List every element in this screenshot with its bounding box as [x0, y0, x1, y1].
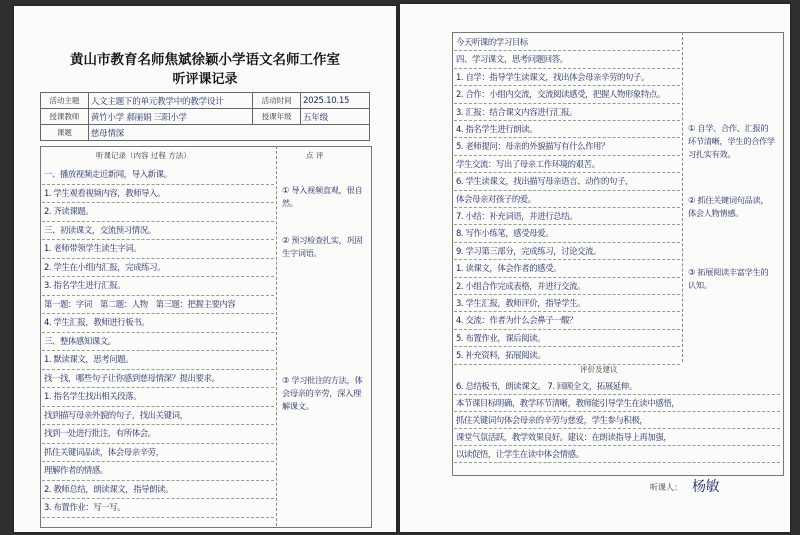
info-table: [40, 92, 370, 141]
ruled-line: [42, 517, 274, 518]
ruled-line: [42, 387, 274, 388]
comment-note: ③ 学习批注的方法，体会母亲的辛劳，深入理解课文。: [282, 375, 363, 411]
note-line: 四、学习课文，思考问题回答。: [456, 54, 568, 65]
topic-label: 课题: [41, 125, 89, 141]
evaluation-line: 抓住关键词句体会母亲的辛劳与慈爱，学生参与积极，: [456, 415, 648, 425]
comment-note: ② 抓住关键词句品读，体会人物情感。: [688, 195, 769, 218]
right-column-divider: [682, 32, 683, 362]
note-line: 8. 写作小练笔，感受母爱。: [456, 228, 554, 239]
ruled-line: [454, 462, 780, 463]
comment-note: ③ 拓展阅读丰富学生的认知。: [688, 267, 769, 290]
activity-topic-label: 活动主题: [41, 93, 89, 109]
ruled-line: [454, 294, 680, 295]
note-line: 3. 布置作业：写一写。: [44, 502, 126, 512]
ruled-line: [454, 50, 680, 51]
ruled-line: [42, 350, 274, 351]
evaluation-header: 评价及建议: [580, 365, 618, 374]
ruled-line: [42, 239, 274, 240]
grade-label: 授课年级: [253, 109, 301, 125]
activity-time-label: 活动时间: [253, 93, 301, 109]
note-line: 学生交流：写出了母亲工作环境的艰苦。: [456, 158, 600, 169]
ruled-line: [42, 202, 274, 203]
ruled-line: [454, 224, 680, 225]
teacher-label: 授课教师: [41, 109, 89, 125]
note-line: 理解作者的情感。: [44, 465, 108, 475]
ruled-line: [454, 259, 680, 260]
ruled-line: [42, 295, 274, 296]
ruled-line: [454, 85, 680, 86]
activity-time-value: 2025.10.15: [301, 93, 370, 109]
note-line: 7. 小结：补充词语，并进行总结。: [456, 211, 578, 221]
note-line: 2. 合作：小组内交流，交流阅读感受，把握人物形象特点。: [456, 89, 665, 100]
ruled-line: [454, 346, 680, 347]
comment-note: ① 自学、合作、汇报的环节清晰，学生的合作学习扎实有效。: [688, 123, 775, 159]
note-line: 1. 默读课文，思考问题。: [44, 354, 134, 364]
note-line: 9. 学习第三部分，完成练习，讨论交流。: [456, 245, 602, 256]
ruled-line: [42, 184, 274, 185]
note-line: 今天听课的学习目标: [456, 37, 528, 47]
ruled-line: [454, 103, 680, 104]
note-line: 三、整体感知课文。: [44, 335, 116, 346]
ruled-line: [42, 332, 274, 333]
note-line: 抓住关键词品读，体会母亲辛劳，: [44, 446, 164, 457]
ruled-line: [454, 137, 680, 138]
note-line: 1. 学生观看视频内容，教师导入。: [44, 187, 166, 198]
note-line: 三、初读课文，交流预习情况。: [44, 224, 156, 235]
note-line: 2. 教师总结，朗读课文，指导朗读。: [44, 483, 174, 494]
note-line: 4. 交流：作者为什么会鼻子一酸？: [456, 315, 578, 326]
evaluation-line: 课堂气氛活跃，教学效果良好。建议：在朗读指导上再加强，: [456, 432, 672, 442]
listener-signature: 杨敏: [692, 479, 720, 495]
column-divider: [276, 146, 277, 526]
ruled-line: [42, 276, 274, 277]
ruled-line: [454, 277, 680, 278]
note-line: 一、播放视频走近新闻，导入新课。: [44, 169, 172, 179]
ruled-line: [42, 221, 274, 222]
ruled-line: [454, 68, 680, 69]
ruled-line: [42, 443, 274, 444]
note-line: 5. 补充资料，拓展阅读。: [456, 350, 546, 361]
listener-label: 听课人：: [650, 483, 682, 492]
ruled-line: [454, 411, 780, 412]
ruled-line: [454, 242, 680, 243]
ruled-line: [454, 428, 780, 429]
note-line: 2. 齐读课题。: [44, 206, 94, 216]
ruled-line: [42, 406, 274, 407]
teacher-value: 黄竹小学 郝丽娟 三阳小学: [88, 109, 253, 125]
ruled-line: [42, 258, 274, 259]
evaluation-line: 以读促悟，让学生在读中体会情感。: [456, 449, 584, 459]
note-line: 找到描写母亲外貌的句子，找出关键词，: [44, 409, 188, 420]
note-line: 3. 指名学生进行汇报。: [44, 280, 126, 290]
right-page: [400, 4, 790, 532]
ruled-line: [454, 364, 680, 365]
note-line: 2. 小组合作完成表格，并进行交流。: [456, 280, 586, 291]
ruled-line: [42, 480, 274, 481]
left-page: [14, 6, 396, 532]
ruled-line: [454, 155, 680, 156]
grade-value: 五年级: [301, 109, 370, 125]
page-subtitle: 听评课记录: [172, 72, 238, 87]
ruled-line: [454, 190, 680, 191]
ruled-line: [454, 394, 780, 395]
note-line: 5. 老师提问：母亲的外貌描写有什么作用？: [456, 141, 610, 152]
ruled-line: [42, 424, 274, 425]
note-line: 体会母亲对孩子的爱。: [456, 193, 536, 204]
page-title: 黄山市教育名师焦斌徐颖小学语文名师工作室: [70, 52, 340, 68]
evaluation-line: 6. 总结板书，朗读课文。 7. 回顾全文，拓展延伸。: [456, 381, 637, 391]
note-line: 1. 指名学生找出相关段落。: [44, 391, 142, 401]
ruled-line: [42, 498, 274, 499]
note-line: 1. 自学：指导学生读课文，找出体会母亲辛劳的句子。: [456, 71, 649, 82]
comment-header: 点 评: [306, 151, 324, 160]
note-line: 1. 老师带领学生读生字词。: [44, 243, 142, 253]
ruled-line: [454, 311, 680, 312]
ruled-line: [42, 313, 274, 314]
note-line: 第一题：字词 第二题：人物 第三题：把握主要内容: [44, 298, 236, 309]
note-line: 4. 学生汇报，教师进行板书。: [44, 317, 150, 327]
note-line: 6. 学生读课文，找出描写母亲语言、动作的句子，: [456, 176, 633, 187]
note-line: 3. 学生汇报，教师评价，指导学生。: [456, 298, 586, 308]
ruled-line: [454, 445, 780, 446]
ruled-line: [454, 207, 680, 208]
comment-note: ② 预习检查扎实，巩固生字词语。: [282, 235, 363, 258]
activity-topic-value: 人文主题下的单元教学中的教学设计: [88, 93, 253, 109]
evaluation-line: 本节课目标明确，教学环节清晰，教师能引导学生在读中感悟，: [456, 398, 680, 408]
comment-note: ① 导入视频直观，很自然。: [282, 185, 363, 208]
note-line: 3. 汇报：结合课文内容进行汇报。: [456, 106, 578, 117]
note-line: 1. 读课文，体会作者的感受。: [456, 263, 562, 274]
note-line: 2. 学生在小组内汇报，完成练习。: [44, 261, 166, 272]
ruled-line: [454, 120, 680, 121]
note-line: 4. 指名学生进行朗读。: [456, 124, 538, 134]
ruled-line: [454, 172, 680, 173]
note-line: 找一找，哪些句子让你感到慈母情深？提出要求。: [44, 372, 220, 383]
topic-value: 慈母情深: [88, 125, 369, 141]
ruled-line: [42, 369, 274, 370]
content-header: 听课记录（内容 过程 方法）: [96, 151, 191, 160]
ruled-line: [454, 329, 680, 330]
note-line: 5. 布置作业，课后阅读。: [456, 332, 546, 343]
note-line: 找到一处进行批注，有所体会。: [44, 428, 156, 438]
ruled-line: [42, 461, 274, 462]
